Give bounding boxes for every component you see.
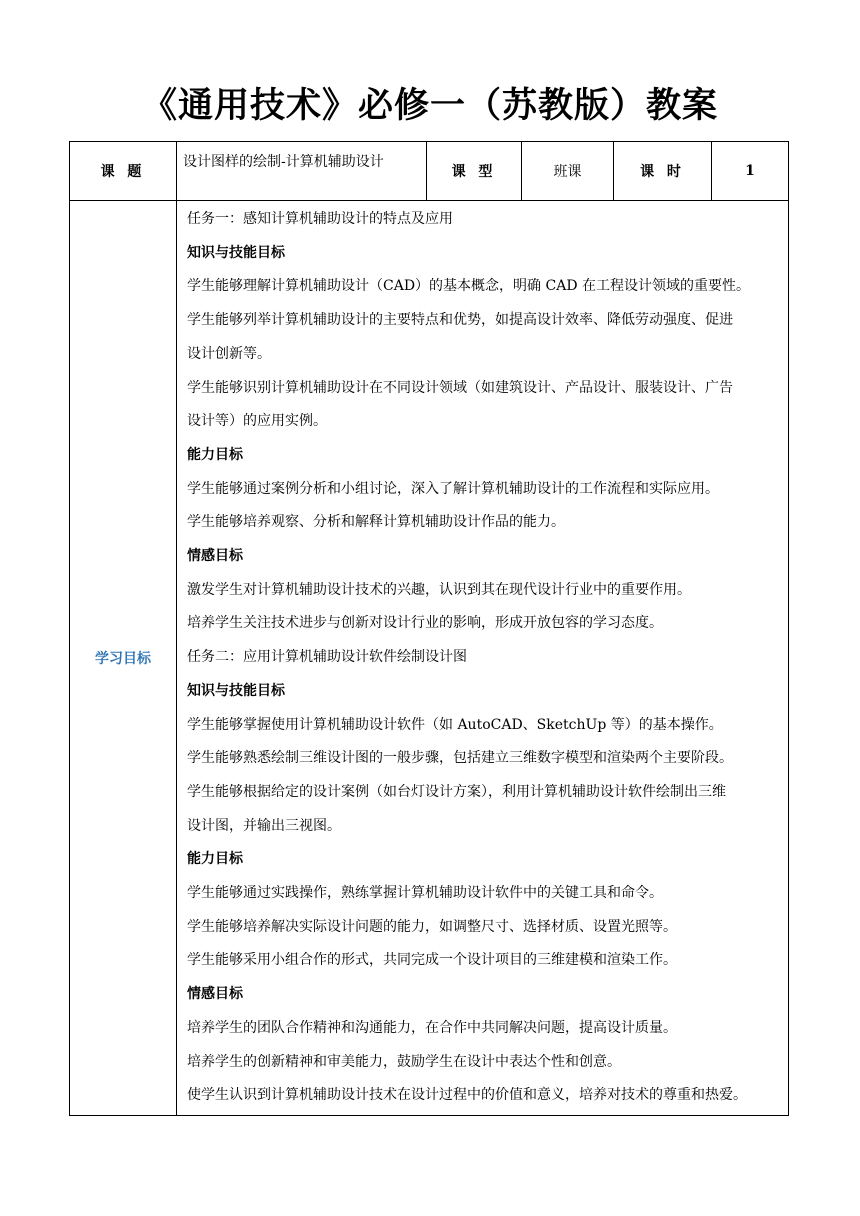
goal-section-heading: 能力目标 [187, 446, 243, 463]
goal-line: 设计等）的应用实例。 [187, 413, 327, 430]
goal-line: 学生能够掌握使用计算机辅助设计软件（如 AutoCAD、SketchUp 等）的基本操作。 [187, 716, 723, 733]
header-row [70, 142, 789, 201]
goal-line: 培养学生的创新精神和审美能力，鼓励学生在设计中表达个性和创意。 [187, 1053, 621, 1070]
goal-section-heading: 情感目标 [187, 986, 243, 1003]
goal-line: 设计图，并输出三视图。 [187, 817, 341, 834]
document-title: 《通用技术》必修一（苏教版）教案 [141, 86, 718, 126]
lesson-plan-table [69, 141, 789, 1116]
goal-line: 任务一：感知计算机辅助设计的特点及应用 [187, 211, 453, 227]
goal-line: 培养学生关注技术进步与创新对设计行业的影响，形成开放包容的学习态度。 [187, 615, 663, 632]
goal-section-heading: 能力目标 [187, 851, 243, 868]
goal-line: 学生能够采用小组合作的形式，共同完成一个设计项目的三维建模和渲染工作。 [187, 952, 677, 969]
goal-section-heading: 情感目标 [187, 548, 243, 565]
type-label: 课 型 [427, 142, 522, 201]
goals-content [177, 201, 789, 1116]
goal-line: 激发学生对计算机辅助设计技术的兴趣，认识到其在现代设计行业中的重要作用。 [187, 581, 691, 598]
goal-section-heading: 知识与技能目标 [187, 682, 285, 699]
goal-line: 培养学生的团队合作精神和沟通能力，在合作中共同解决问题，提高设计质量。 [187, 1019, 677, 1036]
hours-value: 1 [712, 142, 789, 201]
topic-value: 设计图样的绘制-计算机辅助设计 [177, 142, 427, 201]
goal-line: 学生能够根据给定的设计案例（如台灯设计方案），利用计算机辅助设计软件绘制出三维 [187, 783, 726, 800]
goal-line: 学生能够培养解决实际设计问题的能力，如调整尺寸、选择材质、设置光照等。 [187, 918, 677, 935]
goal-line: 任务二：应用计算机辅助设计软件绘制设计图 [187, 649, 467, 666]
hours-label: 课 时 [614, 142, 712, 201]
goal-line: 学生能够通过案例分析和小组讨论，深入了解计算机辅助设计的工作流程和实际应用。 [187, 480, 719, 497]
goal-line: 使学生认识到计算机辅助设计技术在设计过程中的价值和意义，培养对技术的尊重和热爱。 [187, 1087, 747, 1104]
goal-line: 学生能够熟悉绘制三维设计图的一般步骤，包括建立三维数字模型和渲染两个主要阶段。 [187, 750, 733, 767]
type-value: 班课 [522, 142, 614, 201]
goal-line: 学生能够列举计算机辅助设计的主要特点和优势，如提高设计效率、降低劳动强度、促进 [187, 312, 733, 329]
goal-section-heading: 知识与技能目标 [187, 244, 285, 261]
goal-line: 学生能够培养观察、分析和解释计算机辅助设计作品的能力。 [187, 514, 565, 531]
goal-line: 学生能够识别计算机辅助设计在不同设计领域（如建筑设计、产品设计、服装设计、广告 [187, 379, 733, 396]
goals-row [70, 201, 789, 1116]
goal-line: 学生能够理解计算机辅助设计（CAD）的基本概念，明确 CAD 在工程设计领域的重要性。 [187, 278, 750, 295]
goal-line: 学生能够通过实践操作，熟练掌握计算机辅助设计软件中的关键工具和命令。 [187, 885, 663, 902]
topic-label: 课 题 [70, 142, 177, 201]
goals-label: 学习目标 [70, 201, 177, 1116]
goal-line: 设计创新等。 [187, 345, 271, 362]
